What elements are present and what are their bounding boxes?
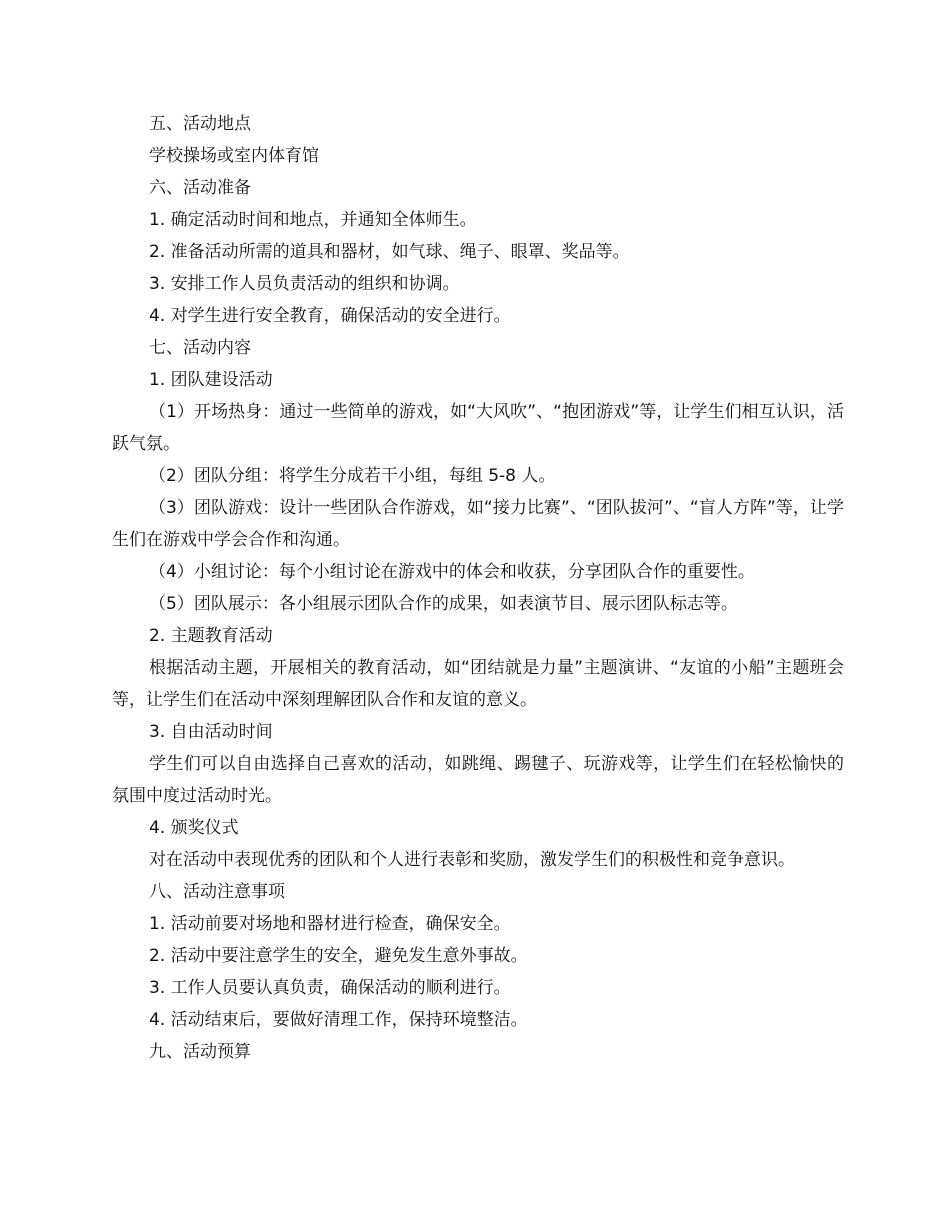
subsection-heading: 1. 团队建设活动 — [149, 370, 273, 390]
list-item: 4. 活动结束后，要做好清理工作，保持环境整洁。 — [149, 1010, 528, 1030]
list-item: 1. 确定活动时间和地点，并通知全体师生。 — [149, 210, 477, 230]
section-heading: 七、活动内容 — [149, 338, 251, 358]
body-text: 学校操场或室内体育馆 — [149, 146, 319, 166]
list-item: （5）团队展示：各小组展示团队合作的成果，如表演节目、展示团队标志等。 — [149, 594, 738, 614]
section-heading: 五、活动地点 — [149, 114, 251, 134]
list-item: （2）团队分组：将学生分成若干小组，每组 5-8 人。 — [149, 466, 556, 486]
list-item: 2. 活动中要注意学生的安全，避免发生意外事故。 — [149, 946, 528, 966]
body-paragraph: （1）开场热身：通过一些简单的游戏，如“大风吹”、“抱团游戏”等，让学生们相互认识，活跃气氛。 — [112, 402, 844, 454]
list-item: 4. 对学生进行安全教育，确保活动的安全进行。 — [149, 306, 511, 326]
body-paragraph: 对在活动中表现优秀的团队和个人进行表彰和奖励，激发学生们的积极性和竞争意识。 — [149, 850, 795, 870]
list-item: 1. 活动前要对场地和器材进行检查，确保安全。 — [149, 914, 511, 934]
body-paragraph: 根据活动主题，开展相关的教育活动，如“团结就是力量”主题演讲、“友谊的小船”主题班会等，让学生们在活动中深刻理解团队合作和友谊的意义。 — [112, 658, 844, 710]
body-paragraph: 学生们可以自由选择自己喜欢的活动，如跳绳、踢毽子、玩游戏等，让学生们在轻松愉快的氛围中度过活动时光。 — [112, 754, 844, 806]
list-item: 3. 安排工作人员负责活动的组织和协调。 — [149, 274, 460, 294]
subsection-heading: 4. 颁奖仪式 — [149, 818, 239, 838]
list-item: （4）小组讨论：每个小组讨论在游戏中的体会和收获，分享团队合作的重要性。 — [149, 562, 755, 582]
section-heading: 六、活动准备 — [149, 178, 251, 198]
body-paragraph: （3）团队游戏：设计一些团队合作游戏，如“接力比赛”、“团队拔河”、“盲人方阵”等，让学生们在游戏中学会合作和沟通。 — [112, 498, 844, 550]
section-heading: 八、活动注意事项 — [149, 882, 285, 902]
section-heading: 九、活动预算 — [149, 1042, 251, 1062]
subsection-heading: 3. 自由活动时间 — [149, 722, 273, 742]
document-body — [112, 108, 844, 1068]
list-item: 3. 工作人员要认真负责，确保活动的顺利进行。 — [149, 978, 511, 998]
list-item: 2. 准备活动所需的道具和器材，如气球、绳子、眼罩、奖品等。 — [149, 242, 630, 262]
subsection-heading: 2. 主题教育活动 — [149, 626, 273, 646]
